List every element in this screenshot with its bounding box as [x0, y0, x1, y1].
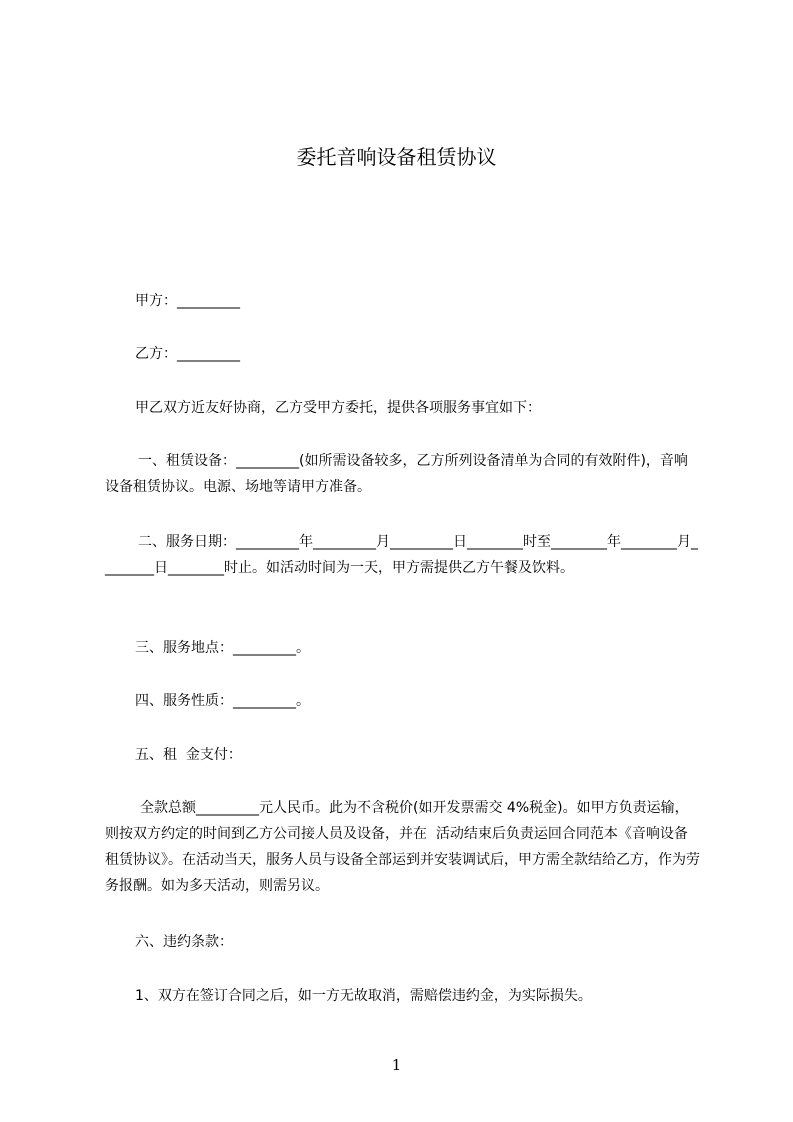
clause-1-rental-equipment: 一、租赁设备：_________(如所需设备较多，乙方所列设备清单为合同的有效附件)，音响设备租赁协议。电源、场地等请甲方准备。: [105, 453, 688, 495]
intro-paragraph: 甲乙双方近友好协商，乙方受甲方委托，提供各项服务事宜如下：: [135, 400, 541, 416]
page-title: 委托音响设备租赁协议: [296, 145, 497, 169]
clause-6-item-1: 1、双方在签订合同之后，如一方无故取消，需赔偿违约金，为实际损失。: [135, 988, 592, 1004]
party-b-line: 乙方：_________: [135, 346, 240, 362]
clause-5-payment-heading: 五、租 金支付：: [135, 747, 242, 763]
clause-6-breach-heading: 六、违约条款：: [135, 934, 233, 950]
clause-2-service-date: 二、服务日期：_________年_________月_________日________时至________年________月________日________时止。如活动时间为一天，甲方需提供乙方午餐及饮料。: [105, 534, 698, 576]
clause-5-payment-body: 全款总额_________元人民币。此为不含税价(如开发票需交 4%税金)。如甲方负责运输，则按双方约定的时间到乙方公司接人员及设备，并在 活动结束后负责运回合同范本《音响设备租赁协议》。在活动当天，服务人员与设备全部运到并安装调试后，甲方需全款结给乙方，作为劳务报酬。如为多天活动，则需另议。: [105, 800, 700, 894]
page-number: 1: [391, 1056, 402, 1074]
clause-4-service-nature: 四、服务性质：_________。: [135, 693, 310, 709]
party-a-line: 甲方：_________: [135, 293, 240, 309]
clause-3-service-location: 三、服务地点：_________。: [135, 640, 310, 656]
